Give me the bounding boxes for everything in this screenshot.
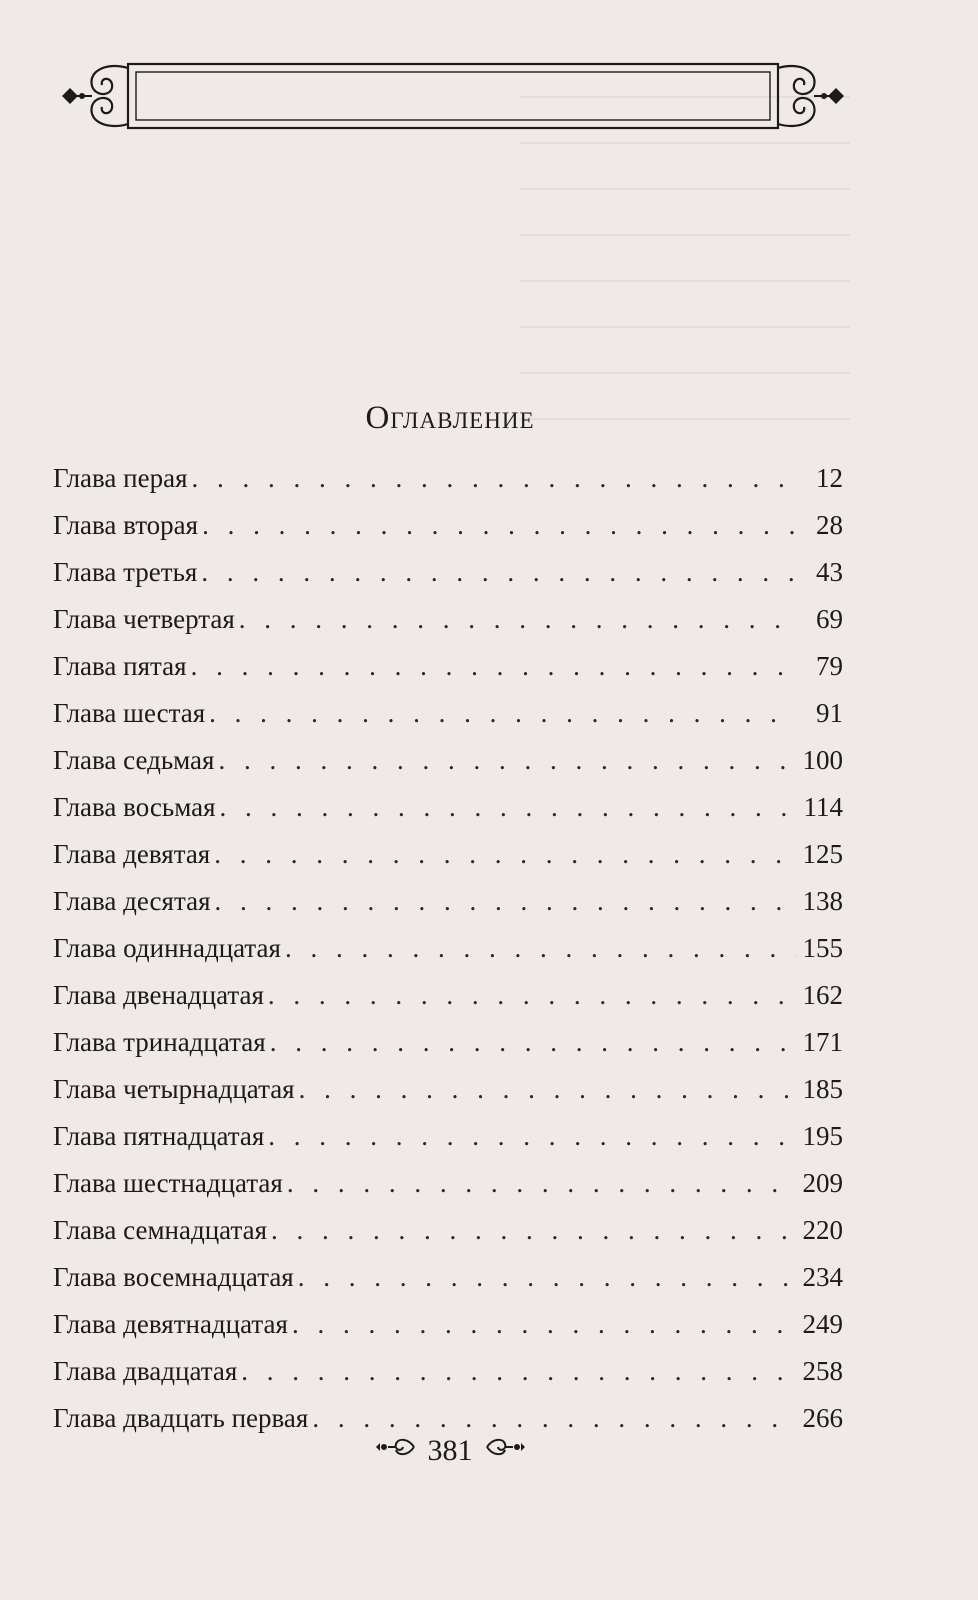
dot-leader <box>214 831 797 878</box>
page-footer <box>0 1434 900 1468</box>
toc-entry-page: 155 <box>802 933 843 963</box>
toc-entry-page: 69 <box>816 604 843 634</box>
toc-entry-label: Глава шестая <box>53 698 206 728</box>
toc-entry-label: Глава четырнадцатая <box>53 1074 295 1104</box>
toc-entry-page: 43 <box>816 557 843 587</box>
toc-entry-page: 91 <box>816 698 843 728</box>
toc-entry-label: Глава пятая <box>53 651 187 681</box>
dot-leader <box>241 1348 797 1395</box>
toc-entry[interactable] <box>53 549 843 596</box>
toc-entry-label: Глава одиннадцатая <box>53 933 281 963</box>
dot-leader <box>209 690 797 737</box>
toc-entry-page: 28 <box>816 510 843 540</box>
toc-entry-page: 249 <box>802 1309 843 1339</box>
toc-entry-page: 258 <box>802 1356 843 1386</box>
toc-entry-label: Глава седьмая <box>53 745 215 775</box>
toc-entry[interactable] <box>53 690 843 737</box>
toc-entry[interactable] <box>53 831 843 878</box>
toc-entry[interactable] <box>53 1301 843 1348</box>
toc-entry[interactable] <box>53 1348 843 1395</box>
toc-entry-page: 185 <box>802 1074 843 1104</box>
flourish-ornament-icon <box>483 1434 527 1468</box>
dot-leader <box>239 596 797 643</box>
toc-entry-page: 162 <box>802 980 843 1010</box>
toc-entry-label: Глава четвертая <box>53 604 235 634</box>
table-of-contents <box>53 455 843 1442</box>
toc-entry[interactable] <box>53 596 843 643</box>
decorative-header-frame <box>58 58 848 134</box>
dot-leader <box>292 1301 797 1348</box>
toc-entry-page: 12 <box>816 463 843 493</box>
toc-entry-page: 266 <box>802 1403 843 1433</box>
dot-leader <box>287 1160 797 1207</box>
dot-leader <box>270 1019 797 1066</box>
toc-entry[interactable] <box>53 878 843 925</box>
toc-entry-label: Глава девятая <box>53 839 211 869</box>
dot-leader <box>285 925 797 972</box>
flourish-ornament-icon <box>374 1434 418 1468</box>
toc-entry-page: 138 <box>802 886 843 916</box>
toc-entry-label: Глава тринадцатая <box>53 1027 266 1057</box>
dot-leader <box>299 1066 797 1113</box>
toc-entry[interactable] <box>53 784 843 831</box>
toc-entry-page: 114 <box>803 792 843 822</box>
dot-leader <box>268 972 797 1019</box>
toc-entry[interactable] <box>53 737 843 784</box>
toc-entry-label: Глава семнадцатая <box>53 1215 267 1245</box>
dot-leader <box>215 878 798 925</box>
toc-entry-page: 195 <box>802 1121 843 1151</box>
toc-entry-page: 171 <box>802 1027 843 1057</box>
toc-entry[interactable] <box>53 972 843 1019</box>
toc-entry-label: Глава девятнадцатая <box>53 1309 288 1339</box>
toc-entry-label: Глава восемнадцатая <box>53 1262 294 1292</box>
toc-entry-label: Глава двадцатая <box>53 1356 238 1386</box>
dot-leader <box>201 549 797 596</box>
toc-entry[interactable] <box>53 1019 843 1066</box>
toc-entry-label: Глава двадцать первая <box>53 1403 309 1433</box>
toc-entry[interactable] <box>53 925 843 972</box>
toc-entry[interactable] <box>53 502 843 549</box>
dot-leader <box>191 643 797 690</box>
dot-leader <box>268 1113 797 1160</box>
toc-entry[interactable] <box>53 643 843 690</box>
toc-entry-label: Глава десятая <box>53 886 211 916</box>
page-title: Оглавление <box>365 400 535 436</box>
toc-entry-page: 79 <box>816 651 843 681</box>
toc-entry-label: Глава пятнадцатая <box>53 1121 265 1151</box>
toc-entry-label: Глава двенадцатая <box>53 980 264 1010</box>
toc-entry-page: 125 <box>802 839 843 869</box>
toc-entry[interactable] <box>53 455 843 502</box>
toc-entry[interactable] <box>53 1066 843 1113</box>
toc-entry[interactable] <box>53 1254 843 1301</box>
dot-leader <box>192 455 798 502</box>
toc-entry[interactable] <box>53 1160 843 1207</box>
page-number: 381 <box>427 1434 473 1467</box>
toc-entry[interactable] <box>53 1113 843 1160</box>
dot-leader <box>271 1207 797 1254</box>
toc-entry-label: Глава шестнадцатая <box>53 1168 283 1198</box>
dot-leader <box>218 737 797 784</box>
dot-leader <box>298 1254 797 1301</box>
header-frame-ornament-icon <box>58 58 848 134</box>
toc-entry-page: 234 <box>802 1262 843 1292</box>
toc-entry-page: 209 <box>802 1168 843 1198</box>
toc-entry-label: Глава восьмая <box>53 792 216 822</box>
toc-entry-label: Глава вторая <box>53 510 199 540</box>
dot-leader <box>220 784 797 831</box>
toc-entry[interactable] <box>53 1207 843 1254</box>
toc-entry-page: 220 <box>802 1215 843 1245</box>
toc-entry-label: Глава перая <box>53 463 188 493</box>
toc-entry-page: 100 <box>802 745 843 775</box>
toc-entry-label: Глава третья <box>53 557 198 587</box>
dot-leader <box>202 502 797 549</box>
